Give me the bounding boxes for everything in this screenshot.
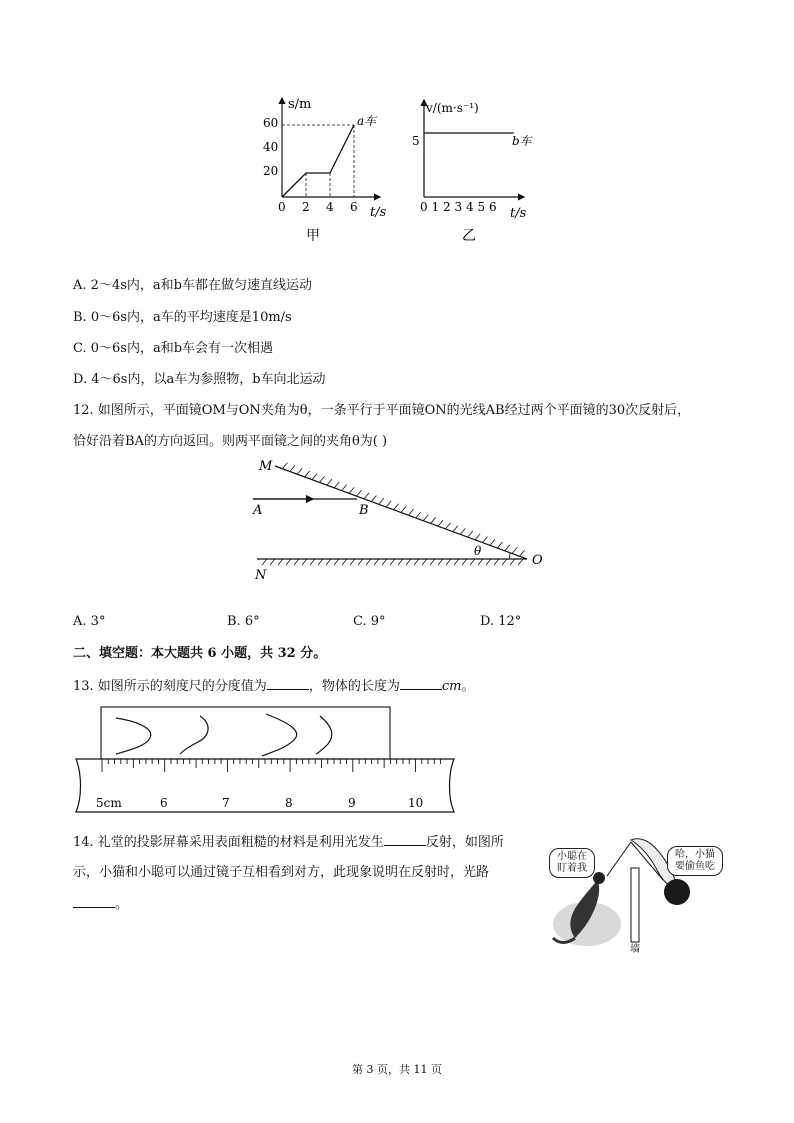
ruler-body bbox=[76, 759, 454, 812]
q14-text-1: 14. 礼堂的投影屏幕采用表面粗糙的材料是利用光发生 bbox=[73, 835, 384, 850]
hatch bbox=[483, 537, 488, 543]
ruler-label-5cm: 5cm bbox=[96, 796, 122, 810]
x-tick-1: 1 bbox=[431, 200, 440, 214]
ruler-label-8: 8 bbox=[285, 796, 293, 810]
hatch bbox=[318, 559, 323, 565]
hatch bbox=[326, 559, 331, 565]
hatch bbox=[374, 559, 379, 565]
hatch bbox=[422, 559, 427, 565]
hatch bbox=[382, 559, 387, 565]
hatch bbox=[305, 471, 310, 477]
hatch bbox=[453, 526, 458, 532]
label-o: O bbox=[532, 553, 543, 568]
hatch bbox=[350, 559, 355, 565]
option-text: 12° bbox=[498, 614, 522, 629]
q14-blank-2[interactable] bbox=[73, 895, 115, 908]
hatch bbox=[475, 534, 480, 540]
hatch bbox=[290, 465, 295, 471]
ruler-label-7: 7 bbox=[222, 796, 230, 810]
y-tick-40: 40 bbox=[263, 140, 279, 154]
q14-stem-line1 bbox=[73, 833, 504, 852]
y-axis-label: v/(m·s⁻¹) bbox=[426, 101, 479, 115]
hatch bbox=[408, 509, 413, 515]
x-tick-3: 3 bbox=[454, 200, 463, 214]
q13-text-1: 13. 如图所示的刻度尺的分度值为 bbox=[73, 679, 267, 694]
option-text: 6° bbox=[244, 614, 260, 629]
option-label: A. bbox=[73, 614, 87, 629]
hatch bbox=[262, 559, 267, 565]
q14-stem-line3 bbox=[73, 895, 128, 914]
hatch bbox=[430, 559, 435, 565]
label-m: M bbox=[259, 459, 273, 474]
label-b: B bbox=[359, 503, 369, 518]
mirror-om-hatching bbox=[282, 463, 524, 557]
hatch bbox=[460, 528, 465, 534]
wall-label: 墙 bbox=[630, 944, 640, 955]
y-tick-20: 20 bbox=[263, 164, 279, 178]
option-label: B. bbox=[227, 614, 241, 629]
hatch bbox=[342, 485, 347, 491]
hatch bbox=[502, 559, 507, 565]
hatch bbox=[358, 559, 363, 565]
hatch bbox=[357, 490, 362, 496]
option-text: 9° bbox=[370, 614, 386, 629]
option-text: 3° bbox=[90, 614, 106, 629]
x-tick-4: 4 bbox=[326, 200, 334, 214]
cat-mirror-illustration bbox=[545, 828, 725, 954]
speech-bubble-left: 小聪在盯着我 bbox=[549, 848, 595, 878]
mirror bbox=[631, 868, 639, 942]
hatch bbox=[334, 559, 339, 565]
option-text: 4～6s内，以a车为参照物，b车向北运动 bbox=[91, 372, 326, 387]
q12-option-b[interactable] bbox=[227, 613, 260, 631]
ruler-label-10: 10 bbox=[408, 796, 424, 810]
hatch bbox=[438, 520, 443, 526]
q12-option-a[interactable] bbox=[73, 613, 105, 631]
angle-arc bbox=[509, 553, 510, 559]
x-ticks bbox=[420, 200, 497, 214]
hatch bbox=[394, 504, 399, 510]
hatch bbox=[366, 559, 371, 565]
x-tick-0: 0 bbox=[420, 200, 428, 214]
option-label: B. bbox=[73, 310, 87, 325]
hatch bbox=[286, 559, 291, 565]
caption-yi: 乙 bbox=[462, 228, 476, 244]
y-tick-5: 5 bbox=[412, 134, 420, 148]
hatch bbox=[349, 487, 354, 493]
q12-option-c[interactable] bbox=[353, 613, 386, 631]
hatch bbox=[319, 476, 324, 482]
option-text: 0～6s内，a和b车会有一次相遇 bbox=[90, 341, 274, 356]
hatch bbox=[468, 531, 473, 537]
hatch bbox=[470, 559, 475, 565]
q13-blank-2[interactable] bbox=[400, 677, 442, 690]
hatch bbox=[494, 559, 499, 565]
hatch bbox=[312, 474, 317, 480]
q14-stem-line2: 示，小猫和小聪可以通过镜子互相看到对方，此现象说明在反射时，光路 bbox=[73, 865, 490, 880]
speech-bubble-right: 哈，小猫要偷鱼吃 bbox=[667, 846, 723, 876]
mirror-figure bbox=[245, 453, 555, 585]
graph-jia bbox=[262, 92, 402, 244]
hatch bbox=[302, 559, 307, 565]
b-car-label: b车 bbox=[512, 134, 532, 148]
q12-option-d[interactable] bbox=[480, 613, 521, 631]
hatch bbox=[406, 559, 411, 565]
x-axis-label: t/s bbox=[370, 205, 387, 220]
section-2-title: 二、填空题：本大题共 6 小题，共 32 分。 bbox=[73, 646, 327, 661]
q14-blank-1[interactable] bbox=[384, 833, 426, 846]
graph-yi bbox=[400, 92, 540, 244]
hatch bbox=[334, 482, 339, 488]
x-tick-4: 4 bbox=[466, 200, 474, 214]
hatch bbox=[414, 559, 419, 565]
option-label: A. bbox=[73, 278, 87, 293]
hatch bbox=[386, 501, 391, 507]
hatch bbox=[438, 559, 443, 565]
hatch bbox=[401, 507, 406, 513]
x-tick-2: 2 bbox=[302, 200, 310, 214]
hatch bbox=[390, 559, 395, 565]
x-axis-label: t/s bbox=[510, 206, 527, 221]
hatch bbox=[512, 548, 517, 554]
hatch bbox=[297, 468, 302, 474]
ruler-label-6: 6 bbox=[160, 796, 168, 810]
x-tick-2: 2 bbox=[443, 200, 451, 214]
label-n: N bbox=[255, 568, 267, 583]
x-tick-5: 5 bbox=[477, 200, 486, 214]
q11-option-b[interactable] bbox=[73, 309, 292, 327]
hatch bbox=[518, 559, 523, 565]
q14-text-2: 反射，如图所 bbox=[425, 835, 504, 850]
mirror-on-hatching bbox=[262, 559, 523, 565]
hatch bbox=[486, 559, 491, 565]
ruler-label-9: 9 bbox=[348, 796, 356, 810]
a-car-label: a车 bbox=[357, 114, 377, 128]
q13-unit: cm bbox=[441, 679, 462, 694]
q13-blank-1[interactable] bbox=[267, 677, 309, 690]
option-label: C. bbox=[73, 341, 87, 356]
hatch bbox=[282, 463, 287, 469]
hatch bbox=[454, 559, 459, 565]
q13-stem bbox=[73, 677, 474, 696]
label-a: A bbox=[253, 503, 263, 518]
q13-end: 。 bbox=[461, 679, 475, 694]
q14-end: 。 bbox=[115, 897, 129, 912]
a-car-line bbox=[282, 125, 354, 197]
cat-head bbox=[593, 872, 605, 884]
x-tick-0: 0 bbox=[278, 200, 286, 214]
page-footer: 第 3 页，共 11 页 bbox=[352, 1063, 442, 1076]
q11-option-d[interactable] bbox=[73, 371, 326, 389]
hatch bbox=[398, 559, 403, 565]
boy-head bbox=[664, 879, 690, 905]
hatch bbox=[431, 517, 436, 523]
option-label: C. bbox=[353, 614, 367, 629]
label-theta: θ bbox=[474, 544, 482, 558]
mirror-om bbox=[275, 466, 527, 559]
q12-stem-line2: 恰好沿着BA的方向返回。则两平面镜之间的夹角θ为( ) bbox=[73, 434, 388, 449]
y-axis-label: s/m bbox=[288, 97, 312, 112]
q11-option-c[interactable] bbox=[73, 340, 273, 358]
light-path-1 bbox=[607, 842, 631, 876]
x-tick-6: 6 bbox=[350, 200, 358, 214]
q11-option-a[interactable] bbox=[73, 277, 312, 295]
hatch bbox=[510, 559, 515, 565]
hatch bbox=[364, 493, 369, 499]
hatch bbox=[416, 512, 421, 518]
y-tick-60: 60 bbox=[263, 116, 279, 130]
option-text: 0～6s内，a车的平均速度是10m/s bbox=[90, 310, 292, 325]
option-text: 2～4s内，a和b车都在做匀速直线运动 bbox=[90, 278, 312, 293]
hatch bbox=[278, 559, 283, 565]
hatch bbox=[478, 559, 483, 565]
option-label: D. bbox=[73, 372, 88, 387]
hatch bbox=[445, 523, 450, 529]
x-tick-6: 6 bbox=[489, 200, 497, 214]
hatch bbox=[490, 539, 495, 545]
hatch bbox=[342, 559, 347, 565]
hatch bbox=[446, 559, 451, 565]
hatch bbox=[423, 515, 428, 521]
hatch bbox=[462, 559, 467, 565]
hatch bbox=[371, 496, 376, 502]
measured-object bbox=[101, 707, 390, 759]
option-label: D. bbox=[480, 614, 495, 629]
hatch bbox=[505, 545, 510, 551]
hatch bbox=[327, 479, 332, 485]
hatch bbox=[379, 498, 384, 504]
caption-jia: 甲 bbox=[306, 228, 320, 244]
q13-text-2: ，物体的长度为 bbox=[308, 679, 400, 694]
hatch bbox=[497, 542, 502, 548]
hatch bbox=[294, 559, 299, 565]
hatch bbox=[520, 550, 525, 556]
q12-stem-line1: 12. 如图所示，平面镜OM与ON夹角为θ，一条平行于平面镜ON的光线AB经过两个平面镜的30次反射后， bbox=[73, 403, 691, 418]
hatch bbox=[310, 559, 315, 565]
hatch bbox=[270, 559, 275, 565]
ruler-figure bbox=[70, 704, 470, 816]
